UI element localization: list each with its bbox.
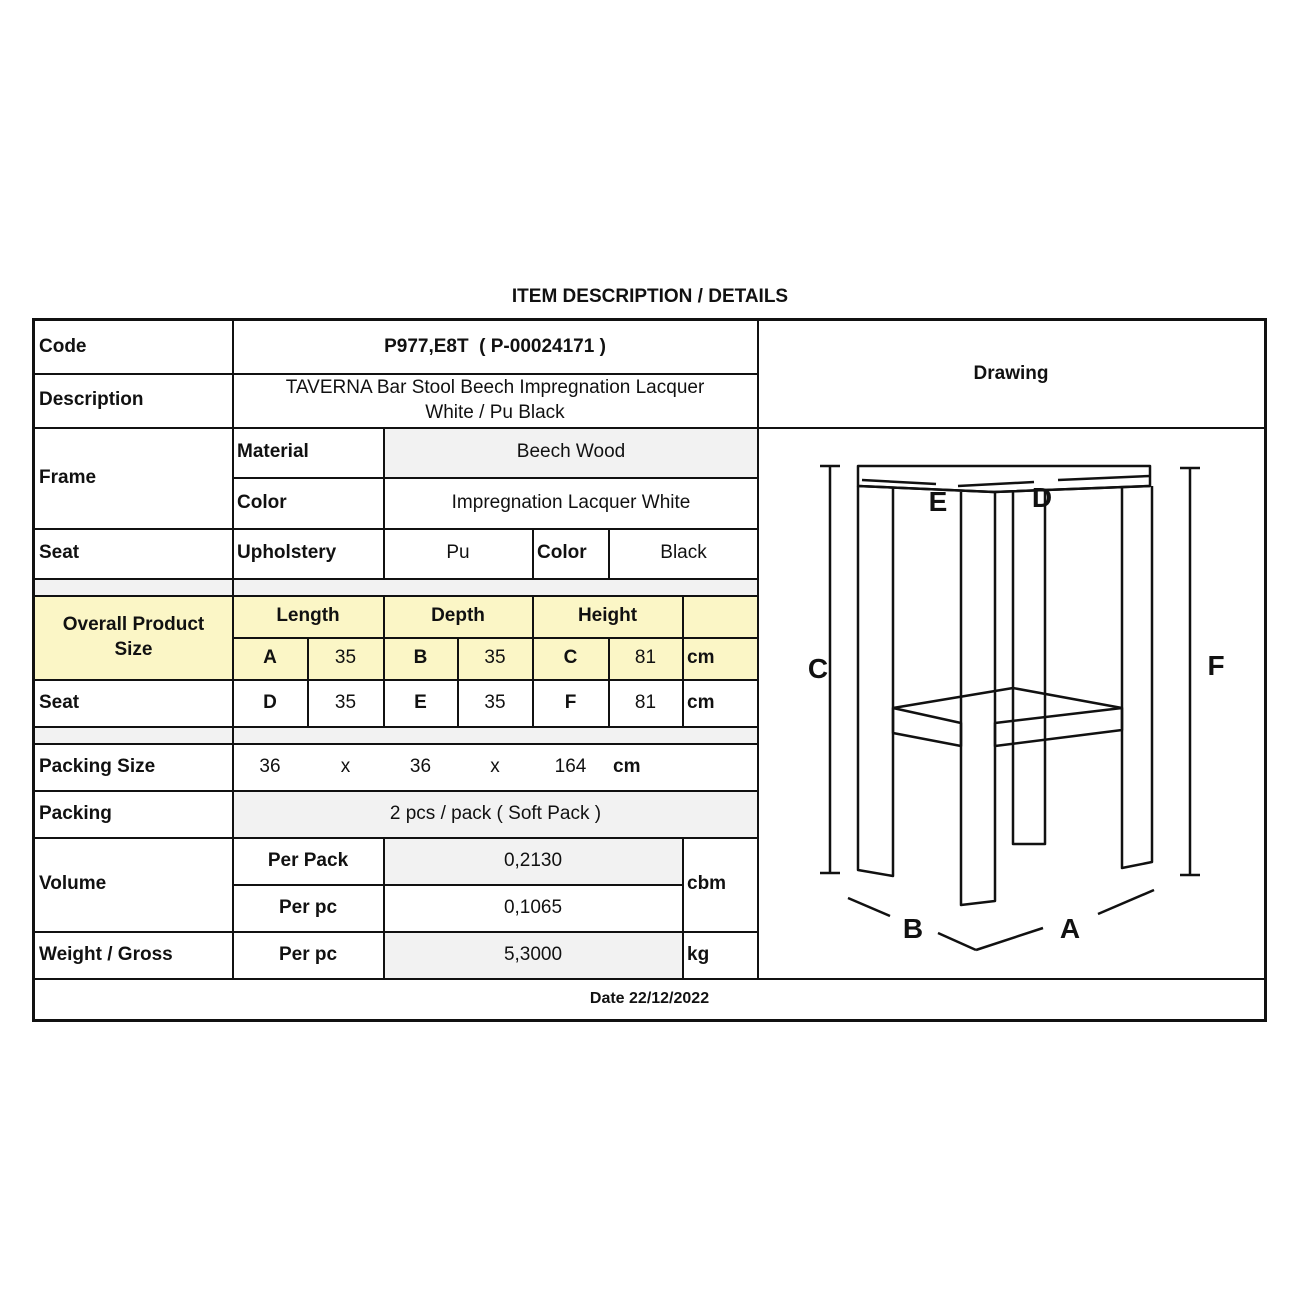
rule bbox=[35, 578, 758, 580]
packing-size-unit: cm bbox=[613, 755, 641, 777]
packing-size-v1: 36 bbox=[259, 755, 281, 777]
volume-per-pc-value: 0,1065 bbox=[503, 896, 563, 918]
leg-right bbox=[1122, 486, 1152, 868]
packing-size-v2: 36 bbox=[409, 755, 432, 777]
dim-e-value: 35 bbox=[484, 691, 506, 713]
seat-edge bbox=[858, 486, 1150, 492]
volume-unit: cbm bbox=[687, 873, 727, 895]
seat-color-label: Color bbox=[537, 542, 587, 564]
dim-c-label: C bbox=[563, 647, 578, 669]
description-value bbox=[233, 374, 757, 427]
frame-color-value: Impregnation Lacquer White bbox=[451, 491, 691, 513]
packing-size-x1: x bbox=[340, 755, 351, 777]
dim-a-value: 35 bbox=[334, 647, 357, 669]
rule bbox=[35, 726, 758, 728]
dim-d-value: 35 bbox=[334, 691, 357, 713]
overall-size-label bbox=[35, 596, 232, 679]
footrest bbox=[893, 708, 961, 746]
volume-per-pack-value: 0,2130 bbox=[503, 849, 563, 871]
footrest-top bbox=[893, 688, 1122, 708]
spacer-row-1 bbox=[35, 579, 758, 596]
dim-b-value: 35 bbox=[484, 647, 506, 669]
description-label: Description bbox=[39, 389, 144, 411]
leg-back-middle bbox=[1013, 490, 1045, 844]
volume-per-pc-label: Per pc bbox=[278, 896, 338, 918]
leg-front-center bbox=[961, 492, 995, 905]
upholstery-label: Upholstery bbox=[237, 542, 337, 564]
packing-value: 2 pcs / pack ( Soft Pack ) bbox=[389, 802, 602, 824]
overall-size-label-line-1: Overall Product bbox=[62, 613, 205, 635]
dim-a-label: A bbox=[263, 647, 277, 669]
weight-unit: kg bbox=[687, 943, 710, 965]
footer-date: Date 22/12/2022 bbox=[589, 989, 710, 1007]
seat-unit: cm bbox=[687, 691, 715, 713]
weight-label: Weight / Gross bbox=[39, 943, 173, 965]
dim-line-d bbox=[1058, 476, 1150, 480]
dim-line-a bbox=[976, 928, 1043, 950]
depth-header: Depth bbox=[431, 605, 485, 627]
dim-c-value: 81 bbox=[634, 647, 657, 669]
dim-f-value: 81 bbox=[634, 691, 657, 713]
leg-front-left bbox=[858, 486, 893, 876]
packing-size-x2: x bbox=[490, 755, 500, 777]
drawing-label-e: E bbox=[928, 486, 948, 517]
drawing-label-b: B bbox=[902, 913, 924, 944]
overall-size-label-line-2: Size bbox=[114, 638, 153, 660]
upholstery-value: Pu bbox=[446, 542, 470, 564]
drawing-header: Drawing bbox=[973, 362, 1049, 384]
seat-color-value: Black bbox=[660, 542, 707, 564]
dim-d-label: D bbox=[263, 691, 277, 713]
frame-color-label: Color bbox=[237, 491, 287, 513]
seat-size-label: Seat bbox=[39, 691, 80, 713]
packing-size-v3: 164 bbox=[554, 755, 587, 777]
frame-label: Frame bbox=[39, 466, 97, 488]
dim-e-label: E bbox=[414, 691, 427, 713]
material-label: Material bbox=[237, 441, 309, 463]
packing-size-label: Packing Size bbox=[39, 755, 156, 777]
height-header: Height bbox=[577, 605, 638, 627]
drawing-label-d: D bbox=[1031, 482, 1053, 513]
overall-unit: cm bbox=[687, 647, 715, 669]
dim-line-e bbox=[862, 480, 936, 484]
drawing-label-f: F bbox=[1207, 650, 1225, 681]
spacer-row-2 bbox=[35, 727, 758, 744]
length-header: Length bbox=[276, 605, 340, 627]
description-line-1: TAVERNA Bar Stool Beech Impregnation Lacquer bbox=[285, 376, 705, 398]
description-line-2: White / Pu Black bbox=[425, 401, 565, 423]
code-label: Code bbox=[39, 335, 87, 357]
dim-b-label: B bbox=[413, 647, 428, 669]
volume-per-pack-label: Per Pack bbox=[267, 849, 349, 871]
spec-sheet bbox=[32, 318, 1267, 1022]
code-value: P977,E8T ( P-00024171 ) bbox=[384, 335, 606, 357]
stool-drawing bbox=[758, 428, 1264, 978]
packing-label: Packing bbox=[39, 802, 112, 824]
dim-f-label: F bbox=[564, 691, 577, 713]
weight-value: 5,3000 bbox=[503, 943, 563, 965]
seat-label: Seat bbox=[39, 542, 80, 564]
weight-per-pc-label: Per pc bbox=[278, 943, 338, 965]
material-value: Beech Wood bbox=[516, 441, 626, 463]
volume-label: Volume bbox=[39, 873, 107, 895]
page-title: ITEM DESCRIPTION / DETAILS bbox=[511, 286, 789, 307]
drawing-label-a: A bbox=[1059, 913, 1081, 944]
dim-line-b bbox=[848, 898, 890, 916]
drawing-label-c: C bbox=[807, 653, 829, 684]
